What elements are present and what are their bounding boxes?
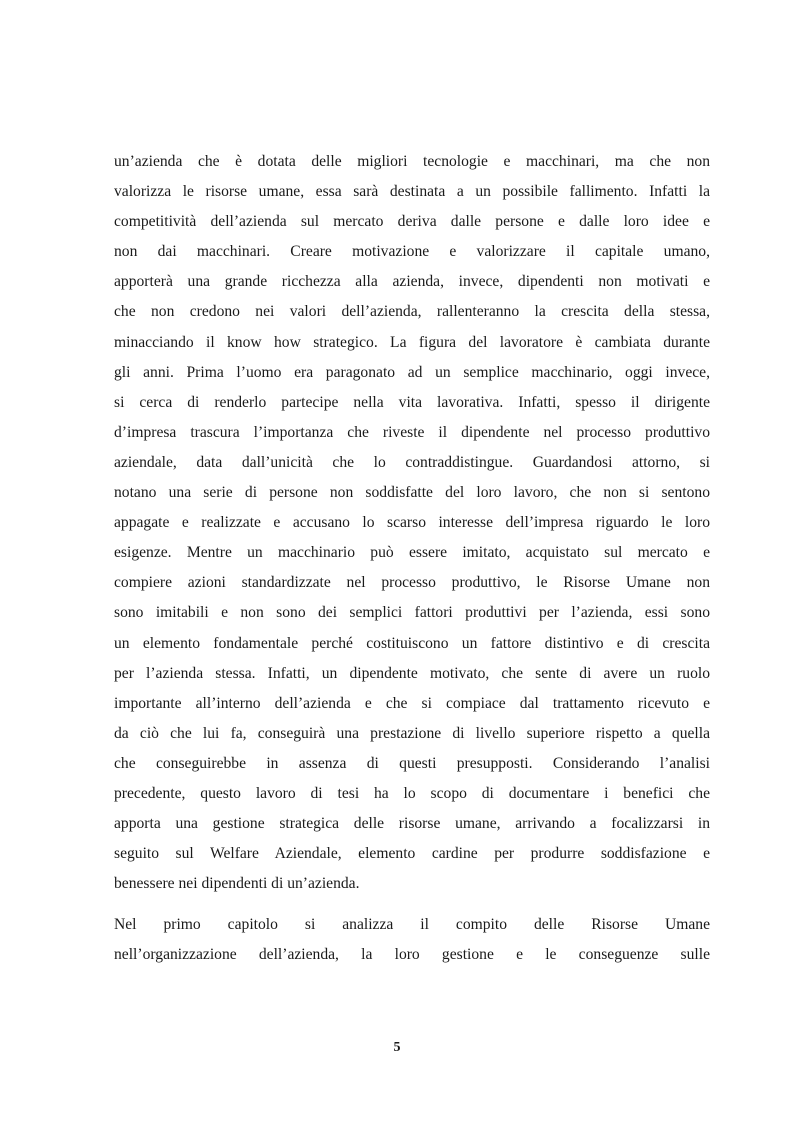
text-line: da ciò che lui fa, conseguirà una prestazione di livello superiore rispetto a quella bbox=[114, 724, 710, 742]
text-line: apporterà una grande ricchezza alla azienda, invece, dipendenti non motivati e bbox=[114, 273, 710, 291]
text-line: non dai macchinari. Creare motivazione e valorizzare il capitale umano, bbox=[114, 243, 710, 261]
text-line: un’azienda che è dotata delle migliori tecnologie e macchinari, ma che non bbox=[114, 153, 710, 170]
text-line: Nel primo capitolo si analizza il compito delle Risorse Umane bbox=[114, 916, 710, 934]
paragraph-2 bbox=[114, 910, 710, 970]
text-line: valorizza le risorse umane, essa sarà destinata a un possibile fallimento. Infatti la bbox=[114, 183, 710, 201]
text-line: notano una serie di persone non soddisfatte del loro lavoro, che non si sentono bbox=[114, 484, 710, 502]
page-number: 5 bbox=[393, 1040, 401, 1055]
text-line: aziendale, data dall’unicità che lo contraddistingue. Guardandosi attorno, si bbox=[114, 453, 710, 471]
text-line: sono imitabili e non sono dei semplici fattori produttivi per l’azienda, essi sono bbox=[114, 604, 710, 622]
text-line: importante all’interno dell’azienda e che si compiace dal trattamento ricevuto e bbox=[114, 694, 710, 712]
paragraph-1 bbox=[114, 147, 710, 899]
text-line: precedente, questo lavoro di tesi ha lo scopo di documentare i benefici che bbox=[114, 784, 710, 802]
text-line: per l’azienda stessa. Infatti, un dipendente motivato, che sente di avere un ruolo bbox=[114, 664, 710, 682]
page-body bbox=[114, 147, 710, 982]
text-line: si cerca di renderlo partecipe nella vita lavorativa. Infatti, spesso il dirigente bbox=[114, 393, 710, 411]
text-line: minacciando il know how strategico. La figura del lavoratore è cambiata durante bbox=[114, 333, 710, 351]
text-line: esigenze. Mentre un macchinario può essere imitato, acquistato sul mercato e bbox=[114, 544, 710, 562]
text-line: competitività dell’azienda sul mercato deriva dalle persone e dalle loro idee e bbox=[114, 213, 710, 231]
text-line: d’impresa trascura l’importanza che riveste il dipendente nel processo produttivo bbox=[114, 423, 710, 441]
text-line: benessere nei dipendenti di un’azienda. bbox=[114, 875, 360, 893]
text-line: compiere azioni standardizzate nel processo produttivo, le Risorse Umane non bbox=[114, 574, 710, 592]
text-line: un elemento fondamentale perché costituiscono un fattore distintivo e di crescita bbox=[114, 634, 710, 652]
text-line: gli anni. Prima l’uomo era paragonato ad un semplice macchinario, oggi invece, bbox=[114, 363, 710, 381]
text-line: appagate e realizzate e accusano lo scarso interesse dell’impresa riguardo le loro bbox=[114, 514, 710, 532]
text-line: che non credono nei valori dell’azienda, rallenteranno la crescita della stessa, bbox=[114, 303, 710, 321]
text-line: seguito sul Welfare Aziendale, elemento cardine per produrre soddisfazione e bbox=[114, 845, 710, 863]
text-line: nell’organizzazione dell’azienda, la loro gestione e le conseguenze sulle bbox=[114, 946, 710, 964]
text-line: apporta una gestione strategica delle risorse umane, arrivando a focalizzarsi in bbox=[114, 815, 710, 833]
text-line: che conseguirebbe in assenza di questi presupposti. Considerando l’analisi bbox=[114, 754, 710, 772]
